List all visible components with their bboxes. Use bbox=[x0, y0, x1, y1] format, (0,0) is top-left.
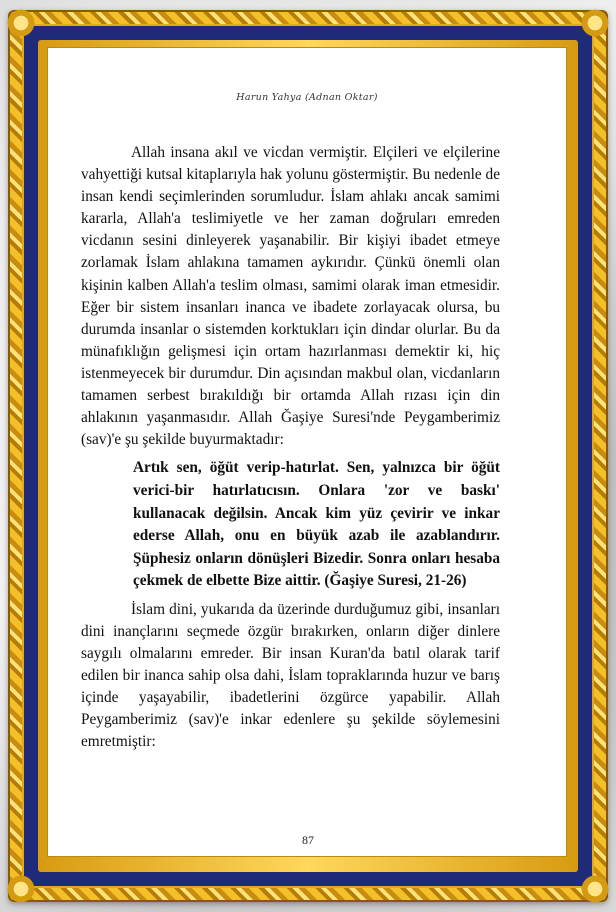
quran-quote: Artık sen, öğüt verip-hatırlat. Sen, yalnızca bir öğüt verici-bir hatırlatıcısın. Onlara 'zor ve baskı' kullanacak değilsin. Ancak kim yüz çevirir ve inkar ederse Allah, onu en büyük azab ile azablandırır. Şüphesiz onların dönüşleri Bizedir. Sonra onları hesaba çekmek de elbette Bize aittir. (Ğaşiye Suresi, 21-26) bbox=[133, 459, 500, 590]
paragraph-2: İslam dini, yukarıda da üzerinde durduğumuz gibi, insanları dini inançlarını seçmede özgür bırakırken, onların diğer dinlere saygılı olmalarını emreder. Bir insan Kuran'da batıl olarak tarif edilen bir inanca sahip olsa dahi, İslam topraklarında huzur ve barış içinde yaşayabilir, ibadetlerini özgürce yapabilir. Allah Peygamberimiz (sav)'e inkar edenlere şu şekilde söylemesini emretmiştir: bbox=[81, 600, 500, 751]
running-header: Harun Yahya (Adnan Oktar) bbox=[236, 92, 378, 103]
paragraph-1: Allah insana akıl ve vicdan vermiştir. Elçileri ve elçilerine vahyettiği kutsal kitaplarıyla hak yolunu göstermiştir. Bu nedenle de insan kendi seçimlerinden sorumludur. İslam ahlakı ancak samimi kararla, Allah'a teslimiyetle ve her zaman doğruları emreden vicdanın sesini dinleyerek yaşanabilir. Bir kişiyi ibadet etmeye zorlamak İslam ahlakına tamamen aykırıdır. Çünkü önemli olan kişinin kalben Allah'a teslim olması, samimi olarak iman etmesidir. Eğer bir sistem insanları inanca ve ibadete zorlayacak olursa, bu durumda insanlar o sistemden korktukları için dindar olurlar. Bu da münafıklığın gelişmesi için ortam hazırlanması demektir ki, hiç istenmeyecek bir durumdur. Din açısından makbul olan, vicdanların tamamen serbest bırakıldığı bir ortamda Allah rızası için din ahlakının yaşanmasıdır. Allah Ğaşiye Suresi'nde Peygamberimiz (sav)'e şu şekilde buyurmaktadır: bbox=[81, 144, 500, 449]
frame-corner-ornament-icon bbox=[4, 6, 38, 40]
frame-corner-ornament-icon bbox=[578, 6, 612, 40]
body-text bbox=[81, 142, 500, 754]
frame-corner-ornament-icon bbox=[578, 872, 612, 906]
frame-corner-ornament-icon bbox=[4, 872, 38, 906]
page-number: 87 bbox=[302, 833, 314, 847]
